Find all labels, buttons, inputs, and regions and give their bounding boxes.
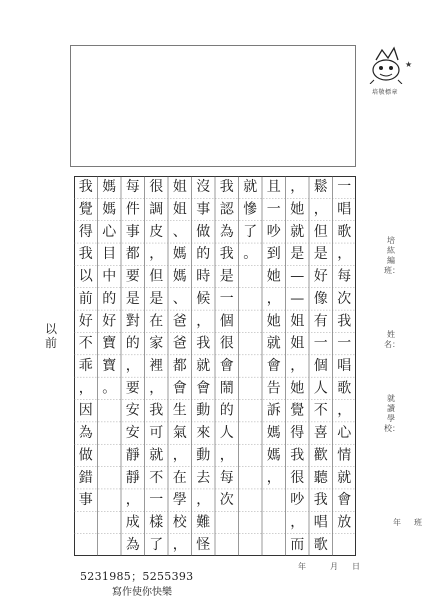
essay-character: 爸 [172,313,187,330]
essay-character: 她 [290,201,305,218]
essay-character: 得 [78,223,93,240]
essay-character: 覺 [78,201,93,218]
essay-character: 歡 [313,447,328,464]
essay-character: 心 [337,425,352,442]
essay-character: 有 [313,313,328,330]
essay-character: 吵 [290,492,305,509]
essay-character: 一 [149,492,164,509]
essay-character: 慘 [243,201,258,218]
essay-character: 我 [149,402,164,419]
essay-character: 怪 [196,536,211,553]
essay-character: ， [172,447,187,464]
essay-character: 去 [196,469,211,486]
essay-character: 可 [149,425,164,442]
essay-character: 人 [313,380,328,397]
essay-character: ， [196,313,211,330]
essay-character: 告 [266,380,281,397]
essay-character: 而 [290,536,305,553]
slogan: 寫作使你快樂 [112,587,172,598]
serial-number: 5231985；5255393 [80,570,194,583]
essay-character: 次 [337,290,352,307]
essay-character: ， [290,514,305,531]
essay-character: 樣 [149,514,164,531]
essay-character: 但 [149,268,164,285]
essay-character: ， [149,380,164,397]
essay-character: 會 [172,380,187,397]
essay-character: ， [290,358,305,374]
essay-character: 因 [78,402,93,419]
essay-character: 吵 [266,223,281,240]
essay-character: 就 [196,358,211,374]
essay-character: ， [149,246,164,263]
essay-character: 媽 [266,425,281,442]
essay-character: 我 [337,313,352,330]
essay-character: ， [313,201,328,218]
essay-character: 一 [337,179,352,196]
essay-character: 。 [243,246,258,263]
essay-character: 就 [266,335,281,352]
essay-character: 每 [125,179,140,196]
essay-character: 的 [102,290,117,307]
essay-character: 安 [125,425,140,442]
essay-character: 我 [290,447,305,464]
grade-label: 年 [393,518,401,527]
essay-character: 像 [313,290,328,307]
essay-character: 以 [78,268,93,285]
essay-character: 我 [219,179,234,196]
essay-character: 覺 [290,402,305,419]
essay-character: 件 [125,201,140,218]
essay-character: 歌 [313,536,328,553]
essay-character: 一 [337,335,352,352]
essay-character: 每 [337,268,352,285]
essay-character: 鬆 [313,179,328,196]
corner-star-mark: ★ [405,60,413,69]
essay-character: 聽 [313,469,328,486]
essay-character: ， [337,246,352,263]
essay-character: 姐 [290,335,305,352]
essay-character: 靜 [125,447,140,464]
footer-month-label: 月 [330,562,338,571]
essay-character: 唱 [337,201,352,218]
essay-character: 歌 [337,380,352,397]
essay-character: 媽 [172,268,187,285]
class-label: 培紘編班： [384,236,400,275]
essay-character: 為 [219,223,234,240]
essay-character: 是 [149,290,164,307]
essay-character: 事 [125,223,140,240]
essay-character: 做 [196,223,211,240]
cartoon-pencil-mascot-icon [366,44,406,84]
essay-character: ， [219,447,234,464]
essay-character: 認 [219,201,234,218]
essay-character: 都 [125,246,140,263]
essay-character: 但 [313,223,328,240]
essay-character: 好 [102,313,117,330]
essay-character: ， [125,492,140,509]
student-name-label: 姓名： [384,330,400,349]
essay-character: 就 [149,447,164,464]
essay-character: 事 [78,492,93,509]
essay-character: 會 [196,380,211,397]
essay-character: 我 [78,179,93,196]
essay-character: ， [78,380,93,397]
essay-character: 會 [266,358,281,374]
essay-character: 靜 [125,469,140,486]
essay-character: 好 [78,313,93,330]
essay-character: 我 [196,335,211,352]
essay-character: 個 [313,358,328,374]
essay-character: 寶 [102,335,117,352]
essay-character: 人 [219,425,234,442]
essay-character: 我 [219,246,234,263]
essay-character: 她 [266,313,281,330]
essay-character: 姐 [172,201,187,218]
essay-character: 生 [172,402,187,419]
essay-character: 鬧 [219,380,234,397]
essay-character: 媽 [266,447,281,464]
essay-character: — [290,268,305,285]
essay-character: 媽 [102,201,117,218]
essay-character: ， [337,402,352,419]
essay-character: 次 [219,492,234,509]
essay-character: 一 [219,290,234,307]
essay-character: 了 [149,536,164,553]
essay-character: 且 [266,179,281,196]
essay-character: 很 [290,469,305,486]
essay-character: 在 [172,469,187,486]
essay-character: 中 [102,268,117,285]
essay-character: 事 [196,201,211,218]
essay-character: 學 [172,492,187,509]
essay-character: 她 [290,380,305,397]
essay-character: 、 [172,290,187,307]
essay-character: 喜 [313,425,328,442]
essay-character: ， [266,469,281,486]
essay-character: 每 [219,469,234,486]
essay-character: ， [266,290,281,307]
essay-character: 媽 [102,179,117,196]
essay-character: 個 [219,313,234,330]
essay-character: 唱 [337,358,352,374]
essay-character: 為 [125,536,140,553]
essay-character: 安 [125,402,140,419]
essay-character: 前 [78,290,93,307]
essay-character: 放 [337,514,352,531]
essay-character: ， [290,179,305,196]
essay-character: 是 [313,246,328,263]
essay-character: 的 [125,335,140,352]
essay-character: 。 [102,380,117,397]
essay-character: 動 [196,447,211,464]
essay-character: 就 [243,179,258,196]
essay-character: 是 [219,268,234,285]
essay-character: 我 [313,492,328,509]
essay-character: 寶 [102,358,117,374]
essay-character: 不 [78,335,93,352]
essay-character: 要 [125,268,140,285]
essay-character: ， [196,492,211,509]
essay-character: 不 [149,469,164,486]
essay-character: 歌 [337,223,352,240]
essay-character: 到 [266,246,281,263]
essay-character: 沒 [196,179,211,196]
essay-character: 對 [125,313,140,330]
essay-character: 一 [266,201,281,218]
essay-character: 來 [196,425,211,442]
essay-character: 好 [313,268,328,285]
footer-year-label: 年 [298,562,306,571]
essay-character: 錯 [78,469,93,486]
essay-character: 是 [125,290,140,307]
school-label: 就讀學校： [384,394,400,433]
essay-character: 了 [243,223,258,240]
essay-character: 唱 [313,514,328,531]
essay-character: ， [172,536,187,553]
essay-character: 難 [196,514,211,531]
essay-character: 調 [149,201,164,218]
essay-character: 做 [78,447,93,464]
essay-character: 媽 [172,246,187,263]
essay-character: 會 [219,358,234,374]
essay-character: 家 [149,335,164,352]
essay-character: 校 [172,514,187,531]
essay-character: 情 [337,447,352,464]
essay-character: 氣 [172,425,187,442]
essay-character: 不 [313,402,328,419]
ban-label: 班 [414,518,422,527]
essay-character: ， [125,358,140,374]
essay-character: 會 [337,492,352,509]
essay-character: 就 [337,469,352,486]
essay-character: 時 [196,268,211,285]
essay-character: 我 [78,246,93,263]
essay-character: 得 [290,425,305,442]
manuscript-grid [74,176,356,556]
essay-character: 姐 [290,313,305,330]
essay-character: 在 [149,313,164,330]
essay-character: 很 [149,179,164,196]
essay-character: 訴 [266,402,281,419]
essay-character: 、 [172,223,187,240]
essay-character: 動 [196,402,211,419]
essay-character: 裡 [149,358,164,374]
essay-character: 的 [219,402,234,419]
essay-character: 是 [290,246,305,263]
essay-character: 候 [196,290,211,307]
essay-character: 她 [266,268,281,285]
essay-character: 皮 [149,223,164,240]
essay-character: 就 [290,223,305,240]
essay-character: 心 [102,223,117,240]
teacher-comment-box [70,45,356,167]
essay-character: 一 [313,335,328,352]
essay-character: 目 [102,246,117,263]
essay-character: 的 [196,246,211,263]
essay-character: 都 [172,358,187,374]
logo-caption: 培敬標章 [371,89,398,96]
essay-character: 成 [125,514,140,531]
essay-character: 爸 [172,335,187,352]
margin-note: 以前 [44,322,57,350]
essay-character: 姐 [172,179,187,196]
essay-character: 很 [219,335,234,352]
essay-character: 要 [125,380,140,397]
essay-character: 乖 [78,358,93,374]
essay-character: 為 [78,425,93,442]
essay-character: — [290,290,305,307]
footer-day-label: 日 [352,562,360,571]
